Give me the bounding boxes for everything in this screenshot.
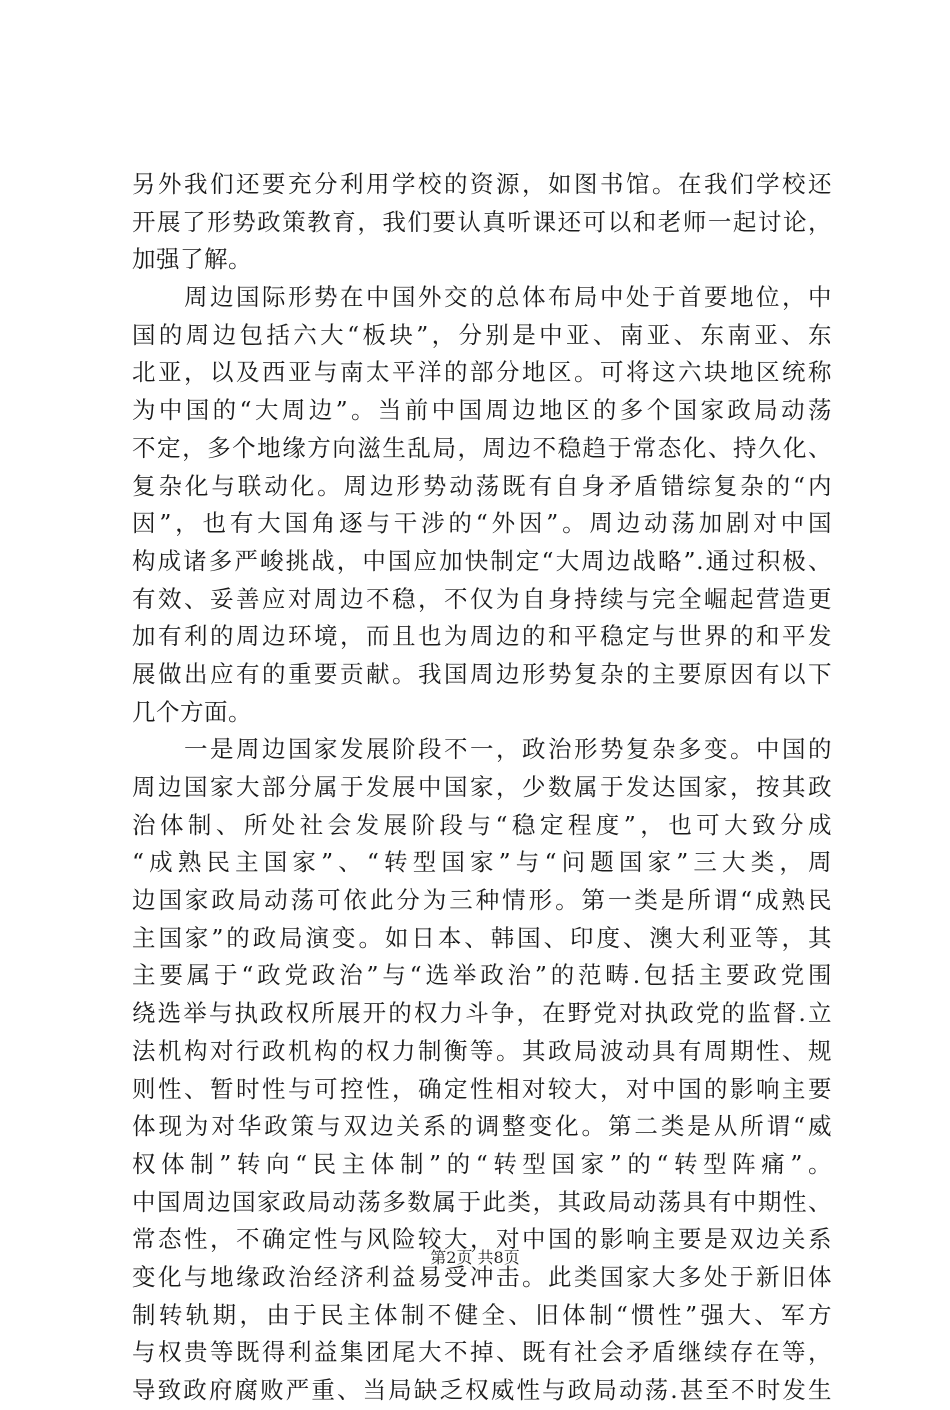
text-line: 构成诸多严峻挑战，中国应加快制定“大周边战略”.通过积极、	[132, 546, 832, 575]
text-line: 主国家”的政局演变。如日本、韩国、印度、澳大利亚等，其	[132, 923, 832, 952]
text-line: 导致政府腐败严重、当局缺乏权威性与政局动荡.甚至不时发生	[132, 1376, 832, 1404]
text-line: 开展了形势政策教育，我们要认真听课还可以和老师一起讨论，	[132, 207, 832, 236]
text-line: 另外我们还要充分利用学校的资源，如图书馆。在我们学校还	[132, 170, 832, 198]
text-line: 有效、妥善应对周边不稳，不仅为自身持续与完全崛起营造更	[132, 584, 832, 613]
text-line: 展做出应有的重要贡献。我国周边形势复杂的主要原因有以下	[132, 659, 832, 688]
text-line: 因”，也有大国角逐与干涉的“外因”。周边动荡加剧对中国	[132, 509, 832, 538]
text-line: 制转轨期，由于民主体制不健全、旧体制“惯性”强大、军方	[132, 1300, 832, 1329]
text-line: 法机构对行政机构的权力制衡等。其政局波动具有周期性、规	[132, 1036, 832, 1065]
text-line: 不定，多个地缘方向滋生乱局，周边不稳趋于常态化、持久化、	[132, 433, 832, 462]
text-line: 与权贵等既得利益集团尾大不掉、既有社会矛盾继续存在等，	[132, 1338, 832, 1367]
text-line: 几个方面。	[132, 697, 252, 726]
text-line: “成熟民主国家”、“转型国家”与“问题国家”三大类，周	[132, 848, 832, 877]
text-line: 边国家政局动荡可依此分为三种情形。第一类是所谓“成熟民	[132, 886, 832, 915]
text-line: 为中国的“大周边”。当前中国周边地区的多个国家政局动荡	[132, 396, 832, 425]
text-line: 加强了解。	[132, 245, 252, 274]
text-line: 复杂化与联动化。周边形势动荡既有自身矛盾错综复杂的“内	[132, 471, 832, 500]
text-line: 周边国家大部分属于发展中国家，少数属于发达国家，按其政	[132, 773, 832, 801]
text-line: 国的周边包括六大“板块”，分别是中亚、南亚、东南亚、东	[132, 320, 832, 349]
text-line: 体现为对华政策与双边关系的调整变化。第二类是从所谓“威	[132, 1112, 832, 1141]
text-line: 权体制”转向“民主体制”的“转型国家”的“转型阵痛”。	[132, 1149, 832, 1178]
page-number-footer: 第2页 共8页	[430, 1248, 520, 1267]
text-line: 一是周边国家发展阶段不一，政治形势复杂多变。中国的	[132, 735, 832, 764]
text-line: 常态性，不确定性与风险较大，对中国的影响主要是双边关系	[132, 1225, 832, 1254]
text-line: 变化与地缘政治经济利益易受冲击。此类国家大多处于新旧体	[132, 1262, 832, 1291]
text-line: 加有利的周边环境，而且也为周边的和平稳定与世界的和平发	[132, 622, 832, 651]
text-line: 治体制、所处社会发展阶段与“稳定程度”，也可大致分成	[132, 810, 832, 839]
text-line: 则性、暂时性与可控性，确定性相对较大，对中国的影响主要	[132, 1074, 832, 1103]
body-text	[132, 166, 832, 1410]
text-line: 主要属于“政党政治”与“选举政治”的范畴.包括主要政党围	[132, 961, 832, 990]
text-line: 绕选举与执政权所展开的权力斗争，在野党对执政党的监督.立	[132, 999, 832, 1028]
text-line: 北亚，以及西亚与南太平洋的部分地区。可将这六块地区统称	[132, 358, 832, 387]
text-line: 中国周边国家政局动荡多数属于此类，其政局动荡具有中期性、	[132, 1187, 832, 1216]
text-line: 周边国际形势在中国外交的总体布局中处于首要地位，中	[132, 283, 832, 312]
